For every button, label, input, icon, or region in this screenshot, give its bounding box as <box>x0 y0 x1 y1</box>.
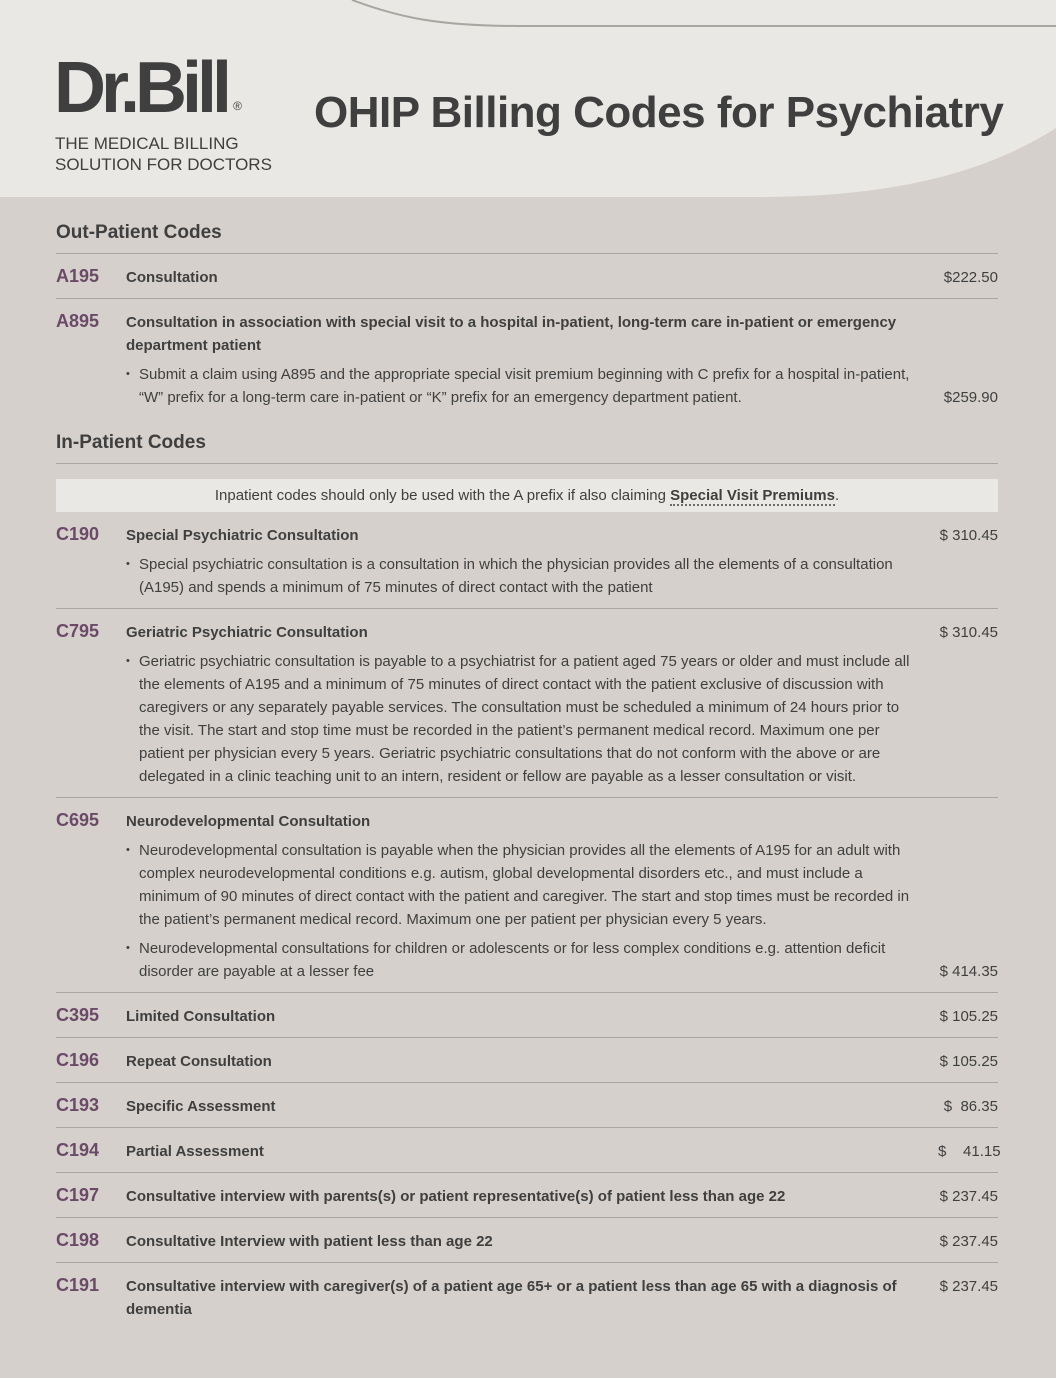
billing-code-body <box>126 1274 938 1321</box>
billing-code: C194 <box>56 1140 100 1160</box>
billing-code-fee: $ 414.35 <box>939 963 998 980</box>
billing-code-row <box>56 1083 998 1128</box>
billing-code-description: Consultative interview with parents(s) or patient representative(s) of patient less than age 22 <box>126 1188 786 1205</box>
billing-code: C197 <box>56 1185 100 1205</box>
billing-code-fee: $ 105.25 <box>939 1008 998 1025</box>
billing-code-fee: $ 86.35 <box>943 1098 998 1115</box>
billing-code-description: Limited Consultation <box>126 1008 276 1025</box>
billing-code-fee: $ 105.25 <box>939 1053 998 1070</box>
billing-code-note: • Neurodevelopmental consultations for children or adolescents or for less complex conditions e.g. attention deficit disorder are payable at a lesser fee <box>126 937 924 983</box>
billing-code-body <box>126 1139 938 1163</box>
billing-code-row <box>56 609 998 798</box>
notice-text: Inpatient codes should only be used with the A prefix if also claiming <box>214 487 671 504</box>
billing-code-description: Specific Assessment <box>126 1098 276 1115</box>
billing-code-row <box>56 1128 1001 1173</box>
billing-code-row <box>56 993 998 1038</box>
billing-code: C193 <box>56 1095 100 1115</box>
billing-code-row <box>56 254 998 299</box>
billing-code: C695 <box>56 810 100 830</box>
billing-codes-content <box>56 222 1001 1330</box>
billing-code-fee: $ 310.45 <box>939 624 998 641</box>
billing-code-notes <box>126 553 924 599</box>
billing-code-note: • Special psychiatric consultation is a consultation in which the physician provides all the elements of a consultation (A195) and spends a minimum of 75 minutes of direct contact with the patient <box>126 553 924 599</box>
billing-code-row <box>56 1038 998 1083</box>
billing-code: C198 <box>56 1230 100 1250</box>
billing-code-notes <box>126 650 924 788</box>
brand-logo: Dr.Bill ® <box>54 48 242 128</box>
billing-code-body <box>126 1094 938 1118</box>
billing-code-note: • Submit a claim using A895 and the appropriate special visit premium beginning with C prefix for a hospital in-patient, “W” prefix for a long-term care in-patient or “K” prefix for an emergency department patient. <box>126 363 924 409</box>
billing-code-body <box>126 1004 938 1028</box>
billing-code-description: Neurodevelopmental Consultation <box>126 813 371 830</box>
billing-code-note: • Geriatric psychiatric consultation is payable to a psychiatrist for a patient aged 75 years or older and must include all the elements of A195 and a minimum of 75 minutes of direct contact with the patient exclusive of discussion with caregivers or any separately payable services. The consultation must be scheduled a minimum of 24 hours prior to the visit. The start and stop time must be recorded in the patient’s permanent medical record. Maximum one per patient per physician every 5 years. Geriatric psychiatric consultations that do not conform with the above or are delegated in a clinic teaching unit to an intern, resident or fellow are payable as a lesser consultation or visit. <box>126 650 924 788</box>
billing-code: C191 <box>56 1275 100 1295</box>
billing-code-row <box>56 1173 998 1218</box>
registered-mark: ® <box>233 99 242 113</box>
billing-code-description: Consultation <box>126 269 218 286</box>
billing-code: C196 <box>56 1050 100 1070</box>
billing-code-body <box>126 310 938 409</box>
billing-code-row <box>56 798 998 993</box>
billing-code-notes <box>126 839 924 983</box>
billing-code-row <box>56 1263 998 1330</box>
outpatient-heading: Out-Patient Codes <box>56 222 998 254</box>
billing-code-description: Special Psychiatric Consultation <box>126 527 359 544</box>
billing-code-fee: $ 237.45 <box>939 1233 998 1250</box>
billing-code-body <box>126 1229 938 1253</box>
billing-code-body <box>126 1049 938 1073</box>
billing-code-body <box>126 1184 938 1208</box>
billing-code-notes <box>126 363 924 409</box>
section-spacer <box>56 418 998 432</box>
notice-end: . <box>834 487 840 504</box>
billing-code-row <box>56 299 998 418</box>
billing-code-body <box>126 809 938 983</box>
billing-code-description: Consultation in association with special visit to a hospital in-patient, long-term care in-patient or emergency department patient <box>126 314 897 354</box>
billing-code-description: Consultative Interview with patient less than age 22 <box>126 1233 493 1250</box>
inpatient-heading: In-Patient Codes <box>56 432 998 464</box>
billing-code: A195 <box>56 266 100 286</box>
billing-code-fee: $259.90 <box>943 389 998 406</box>
billing-code: A895 <box>56 311 100 331</box>
billing-code-description: Consultative interview with caregiver(s) of a patient age 65+ or a patient less than age 65 with a diagnosis of dementia <box>126 1278 897 1318</box>
billing-code: C795 <box>56 621 100 641</box>
billing-code-fee: $ 310.45 <box>939 527 998 544</box>
billing-code-row <box>56 512 998 609</box>
billing-code: C395 <box>56 1005 100 1025</box>
special-visit-premiums-link[interactable]: Special Visit Premiums <box>670 487 835 504</box>
page-title: OHIP Billing Codes for Psychiatry <box>314 88 1004 137</box>
outpatient-code-list <box>56 254 998 418</box>
billing-code-description: Geriatric Psychiatric Consultation <box>126 624 368 641</box>
billing-code-row <box>56 1218 998 1263</box>
billing-code-description: Repeat Consultation <box>126 1053 272 1070</box>
billing-code-body <box>126 620 938 788</box>
brand-tagline: THE MEDICAL BILLING SOLUTION FOR DOCTORS <box>55 134 272 174</box>
billing-code-body <box>126 523 938 599</box>
billing-code-note: • Neurodevelopmental consultation is payable when the physician provides all the elements of A195 for an adult with complex neurodevelopmental conditions e.g. autism, global developmental disorders etc., and must include a minimum of 90 minutes of direct contact with the patient and caregiver. The start and stop times must be recorded in the patient’s permanent medical record. Maximum one per patient per physician every 5 years. <box>126 839 924 931</box>
billing-code-fee: $ 41.15 <box>938 1143 1001 1160</box>
billing-code: C190 <box>56 524 100 544</box>
billing-code-fee: $222.50 <box>943 269 998 286</box>
billing-code-fee: $ 237.45 <box>939 1188 998 1205</box>
inpatient-notice <box>56 479 998 512</box>
billing-code-fee: $ 237.45 <box>939 1278 998 1295</box>
billing-code-body <box>126 265 938 289</box>
inpatient-code-list <box>56 512 1001 1330</box>
billing-code-description: Partial Assessment <box>126 1143 264 1160</box>
